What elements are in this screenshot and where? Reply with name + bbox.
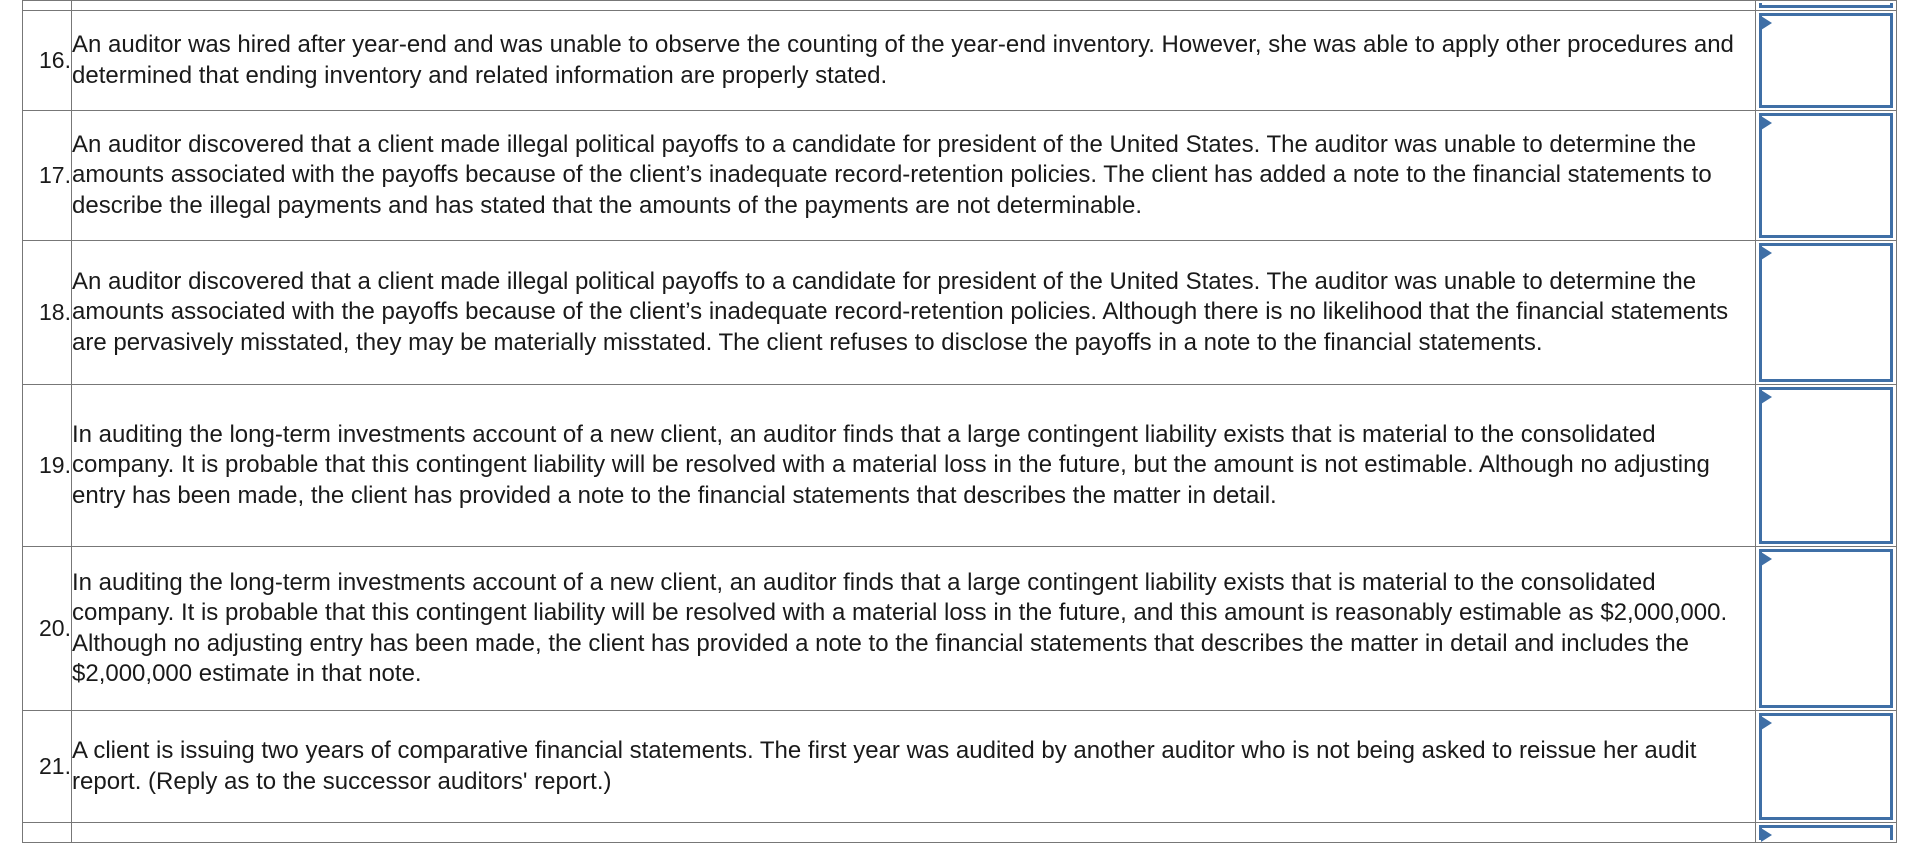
question-text: An auditor discovered that a client made illegal political payoffs to a candidate for president of the United States. The auditor was unable to determine the amounts associated with the payoffs because of the client’s inadequate record-retention policies. The client has added a note to the financial statements to describe the illegal payments and has stated that the amounts of the payments are not determinable. [72, 111, 1756, 241]
dropdown-arrow-icon [1761, 552, 1772, 566]
answer-dropdown-19[interactable] [1759, 387, 1893, 544]
table-row-partial-top [23, 1, 1897, 11]
answer-dropdown-18[interactable] [1759, 243, 1893, 382]
table-row [23, 711, 1897, 823]
question-text: An auditor discovered that a client made illegal political payoffs to a candidate for president of the United States. The auditor was unable to determine the amounts associated with the payoffs because of the client’s inadequate record-retention policies. Although there is no likelihood that the financial statements are pervasively misstated, they may be materially misstated. The client refuses to disclose the payoffs in a note to the financial statements. [72, 241, 1756, 385]
question-number: 19. [23, 385, 72, 547]
question-number: 20. [23, 547, 72, 711]
answer-dropdown-17[interactable] [1759, 113, 1893, 238]
dropdown-arrow-icon [1761, 246, 1772, 260]
question-number: 16. [23, 11, 72, 111]
table-row [23, 385, 1897, 547]
answer-dropdown-16[interactable] [1759, 13, 1893, 108]
question-number: 17. [23, 111, 72, 241]
question-text: An auditor was hired after year-end and was unable to observe the counting of the year-end inventory. However, she was able to apply other procedures and determined that ending inventory and related information are properly stated. [72, 11, 1756, 111]
question-text: In auditing the long-term investments account of a new client, an auditor finds that a large contingent liability exists that is material to the consolidated company. It is probable that this contingent liability will be resolved with a material loss in the future, and this amount is reasonably estimable as $2,000,000. Although no adjusting entry has been made, the client has provided a note to the financial statements that describes the matter in detail and includes the $2,000,000 estimate in that note. [72, 547, 1756, 711]
question-text: A client is issuing two years of comparative financial statements. The first year was audited by another auditor who is not being asked to reissue her audit report. (Reply as to the successor auditors' report.) [72, 711, 1756, 823]
table-row [23, 547, 1897, 711]
questions-table [22, 0, 1897, 843]
dropdown-arrow-icon [1761, 716, 1772, 730]
dropdown-arrow-icon [1761, 390, 1772, 404]
table-row [23, 111, 1897, 241]
question-text: In auditing the long-term investments account of a new client, an auditor finds that a large contingent liability exists that is material to the consolidated company. It is probable that this contingent liability will be resolved with a material loss in the future, but the amount is not estimable. Although no adjusting entry has been made, the client has provided a note to the financial statements that describes the matter in detail. [72, 385, 1756, 547]
answer-dropdown-15[interactable] [1759, 3, 1893, 8]
table-row [23, 11, 1897, 111]
table-row-partial-bottom [23, 823, 1897, 843]
answer-dropdown-20[interactable] [1759, 549, 1893, 708]
dropdown-arrow-icon [1761, 16, 1772, 30]
dropdown-arrow-icon [1761, 116, 1772, 130]
question-number: 18. [23, 241, 72, 385]
table-row [23, 241, 1897, 385]
dropdown-arrow-icon [1761, 828, 1772, 842]
question-number: 21. [23, 711, 72, 823]
answer-dropdown-22[interactable] [1759, 825, 1893, 840]
answer-dropdown-21[interactable] [1759, 713, 1893, 820]
